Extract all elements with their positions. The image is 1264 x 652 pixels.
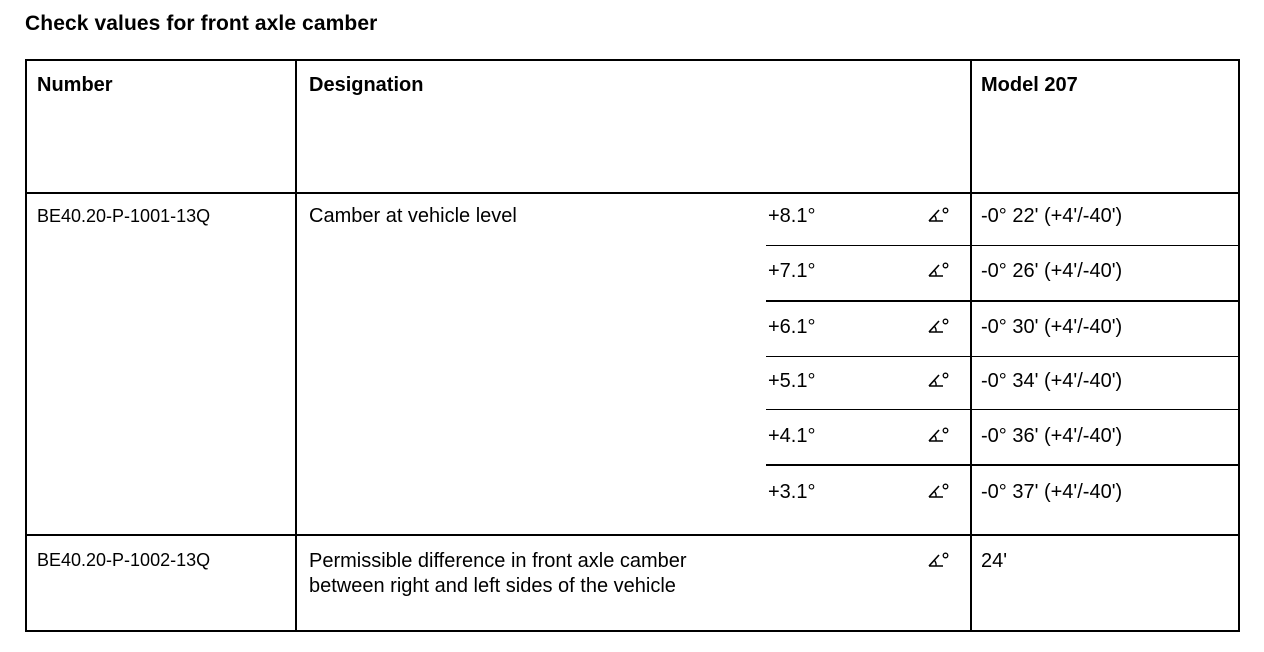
subrow-divider [766,356,1238,357]
level-value: +6.1° [768,316,816,338]
header-number: Number [37,74,113,96]
row2-designation-line2: between right and left sides of the vehicle [309,575,676,597]
camber-value: -0° 22' (+4'/-40') [981,205,1123,227]
row-divider [27,534,1238,536]
level-value: +7.1° [768,260,816,282]
angle-icon [927,483,949,499]
column-divider [295,61,297,630]
header-designation: Designation [309,74,424,96]
angle-icon [927,318,949,334]
angle-icon [927,427,949,443]
row-divider [27,192,1238,194]
row2-value: 24' [981,550,1008,572]
subrow-divider [766,409,1238,410]
page-title: Check values for front axle camber [25,12,378,35]
row2-designation-line1: Permissible difference in front axle camber [309,550,687,572]
level-value: +5.1° [768,370,816,392]
camber-value: -0° 34' (+4'/-40') [981,370,1123,392]
camber-table [25,59,1240,632]
level-value: +8.1° [768,205,816,227]
header-model: Model 207 [981,74,1078,96]
row1-designation: Camber at vehicle level [309,205,517,227]
row1-number: BE40.20-P-1001-13Q [37,206,211,226]
camber-value: -0° 36' (+4'/-40') [981,425,1123,447]
subrow-divider [766,464,1238,466]
angle-icon [927,262,949,278]
camber-value: -0° 30' (+4'/-40') [981,316,1123,338]
angle-icon [927,207,949,223]
angle-icon [927,372,949,388]
subrow-divider [766,245,1238,246]
camber-value: -0° 26' (+4'/-40') [981,260,1123,282]
subrow-divider [766,300,1238,302]
column-divider [970,61,972,630]
camber-value: -0° 37' (+4'/-40') [981,481,1123,503]
angle-icon [927,552,949,568]
row2-number: BE40.20-P-1002-13Q [37,550,211,570]
level-value: +3.1° [768,481,816,503]
level-value: +4.1° [768,425,816,447]
